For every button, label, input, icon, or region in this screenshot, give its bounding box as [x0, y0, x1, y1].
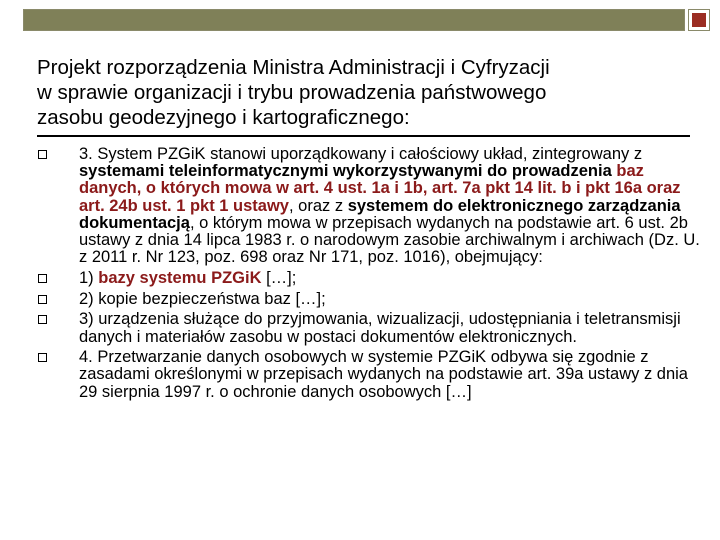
hollow-square-bullet-icon — [38, 315, 47, 324]
item-text-bold: systemem do elektronicznego zarządzania dokumentacją — [79, 196, 681, 232]
hollow-square-bullet-icon — [38, 150, 47, 159]
list-item — [30, 311, 700, 345]
corner-decoration — [688, 9, 710, 31]
item-text: 2) kopie bezpieczeństwa baz […]; — [79, 289, 326, 308]
item-text: […]; — [261, 268, 297, 287]
title-accent-bar — [23, 9, 685, 31]
bullet-list — [30, 146, 700, 404]
hollow-square-bullet-icon — [38, 295, 47, 304]
item-text: 3. System PZGiK stanowi uporządkowany i całościowy układ, zintegrowany z — [79, 145, 643, 163]
list-item — [30, 291, 700, 308]
slide-title-line-3: zasobu geodezyjnego i kartograficznego: — [37, 106, 410, 129]
item-text-highlight: baz danych, o których mowa w art. 4 ust. 1a i 1b, art. 7a pkt 14 lit. b i pkt 16a oraz art. 24b ust. 1 pkt 1 ustawy — [79, 162, 681, 215]
hollow-square-bullet-icon — [38, 274, 47, 283]
corner-square-icon — [692, 13, 706, 27]
list-item — [30, 270, 700, 287]
item-text: , oraz z — [289, 196, 348, 215]
item-text: 4. Przetwarzanie danych osobowych w systemie PZGiK odbywa się zgodnie z zasadami określonymi w przepisach wydanych na podstawie art. 39a ustawy z dnia 29 sierpnia 1997 r. o ochronie danych osobowych […] — [79, 348, 688, 401]
item-text: , o którym mowa w przepisach wydanych na podstawie art. 6 ust. 2b ustawy z dnia 14 lipca 1983 r. o narodowym zasobie archiwalnym i archiwach (Dz. U. z 2011 r. Nr 123, poz. 698 oraz Nr 171, poz. 1016), obejmujący: — [79, 213, 700, 267]
title-underline — [37, 135, 690, 137]
list-item — [30, 349, 700, 401]
slide-title-line-2: w sprawie organizacji i trybu prowadzenia państwowego — [37, 81, 547, 104]
hollow-square-bullet-icon — [38, 353, 47, 362]
item-text: 1) — [79, 268, 99, 287]
slide-title — [37, 55, 697, 130]
item-text: 3) urządzenia służące do przyjmowania, wizualizacji, udostępniania i teletransmisji danych i materiałów zasobu w postaci dokumentów elektronicznych. — [79, 310, 681, 346]
list-item — [30, 146, 700, 266]
slide-title-line-1: Projekt rozporządzenia Ministra Administracji i Cyfryzacji — [37, 56, 550, 79]
item-text-bold: systemami teleinformatycznymi wykorzystywanymi do prowadzenia — [79, 162, 617, 181]
item-text-highlight: bazy systemu PZGiK — [98, 268, 262, 287]
